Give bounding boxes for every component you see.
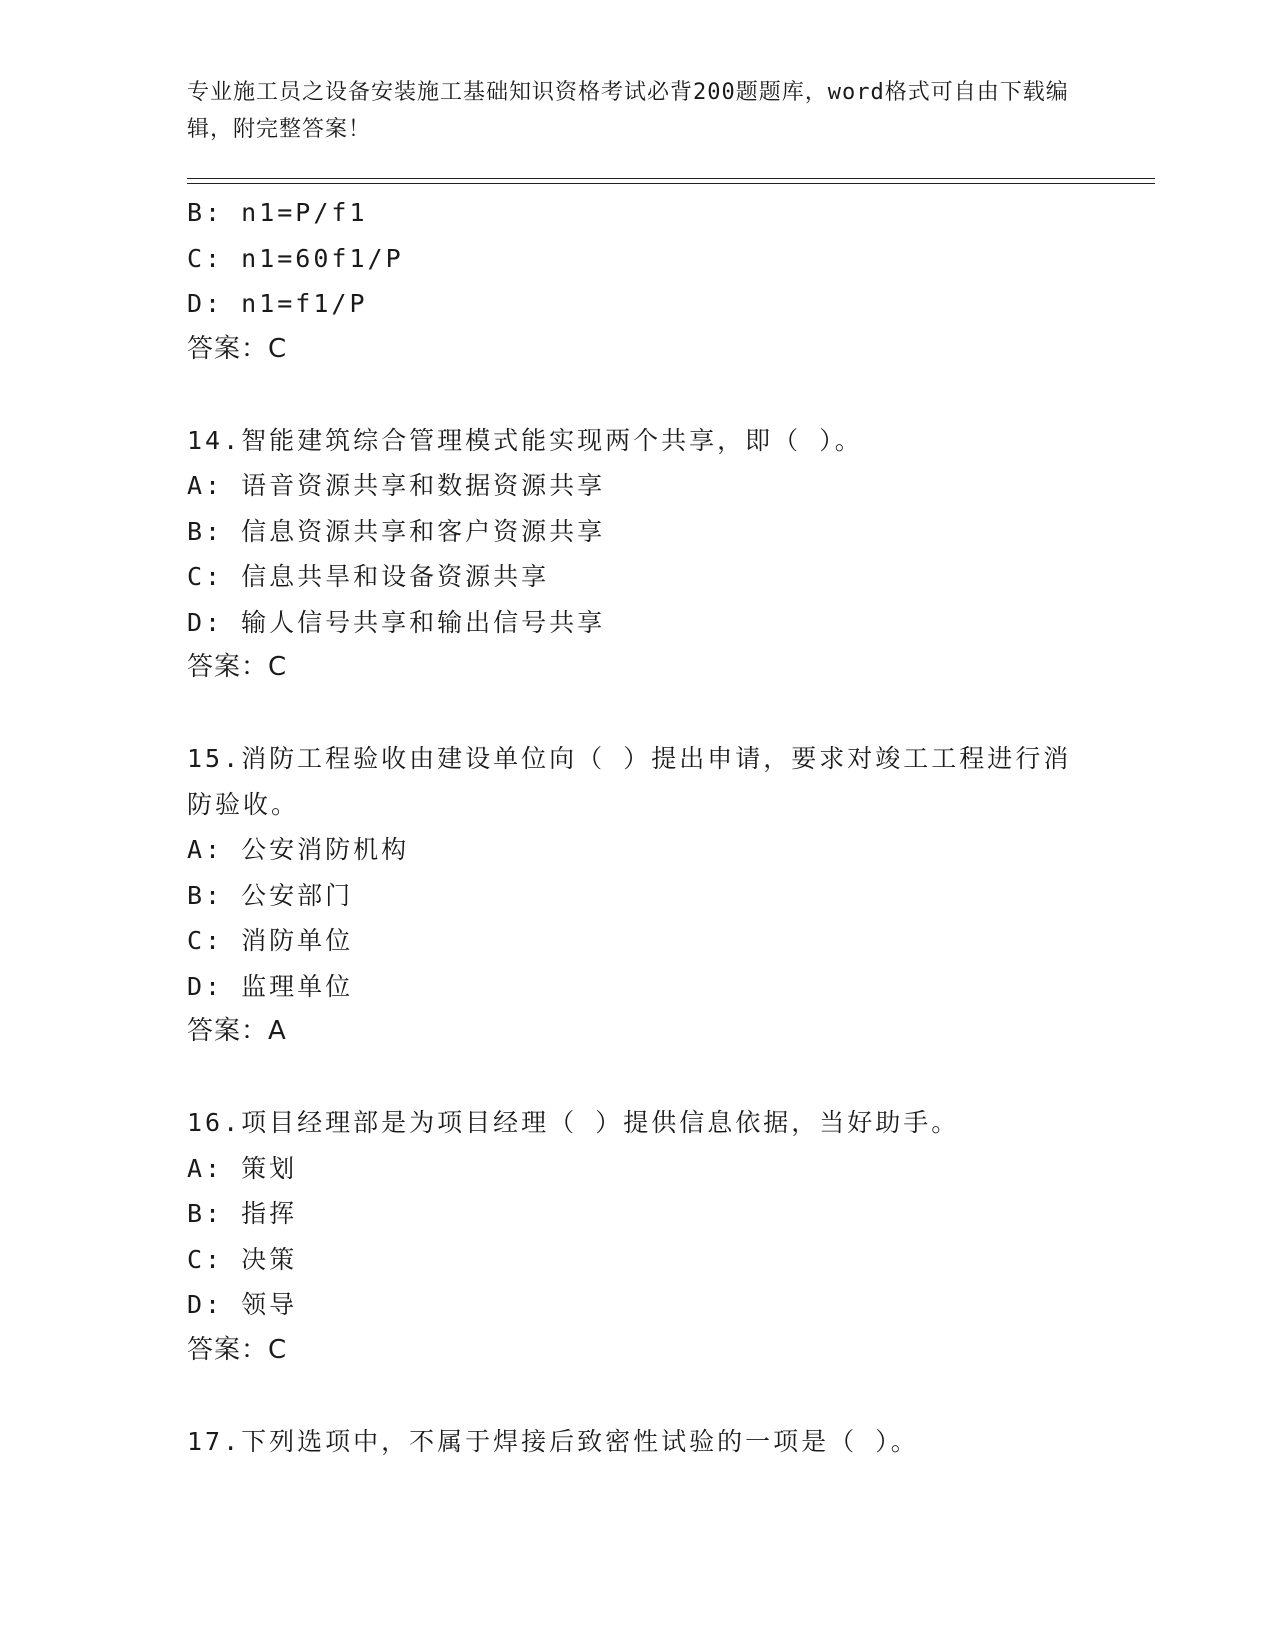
question-13-continuation — [187, 190, 1087, 372]
option-b: B: 指挥 — [187, 1199, 298, 1228]
question-17 — [187, 1419, 1087, 1465]
option-c: C: 决策 — [187, 1244, 298, 1274]
question-list — [187, 190, 1087, 1464]
header-rule-bottom — [187, 183, 1155, 184]
option-d: D: 监理单位 — [187, 971, 354, 1001]
spacer — [187, 372, 1087, 418]
answer-line: 答案：C — [187, 1334, 288, 1365]
spacer — [187, 691, 1087, 737]
question-stem: 17.下列选项中，不属于焊接后致密性试验的一项是（ ）。 — [187, 1426, 919, 1456]
option-c: C: 信息共旱和设备资源共享 — [187, 562, 550, 591]
option-a: A: 策划 — [187, 1153, 298, 1183]
question-stem: 15.消防工程验收由建设单位向（ ）提出申请，要求对竣工工程进行消防验收。 — [187, 744, 1072, 819]
question-16 — [187, 1100, 1087, 1373]
answer-line: 答案：C — [187, 333, 288, 364]
spacer — [187, 1055, 1087, 1101]
question-14 — [187, 418, 1087, 691]
question-15 — [187, 736, 1087, 1055]
option-b: B: 信息资源共享和客户资源共享 — [187, 516, 606, 546]
option-b: B: n1=P/f1 — [187, 198, 368, 227]
option-c: C: n1=60f1/P — [187, 243, 404, 273]
option-a: A: 语音资源共享和数据资源共享 — [187, 471, 606, 500]
option-d: D: n1=f1/P — [187, 289, 368, 318]
option-d: D: 输人信号共享和输出信号共享 — [187, 607, 606, 637]
option-a: A: 公安消防机构 — [187, 835, 410, 864]
option-b: B: 公安部门 — [187, 880, 354, 910]
option-d: D: 领导 — [187, 1290, 298, 1319]
answer-line: 答案：C — [187, 652, 288, 682]
option-c: C: 消防单位 — [187, 926, 354, 955]
question-stem: 14.智能建筑综合管理模式能实现两个共享，即（ ）。 — [187, 425, 863, 455]
spacer — [187, 1373, 1087, 1419]
answer-line: 答案：A — [187, 1016, 287, 1046]
header-rule-top — [187, 178, 1155, 179]
document-header: 专业施工员之设备安装施工基础知识资格考试必背200题题库，word格式可自由下载编辑，附完整答案！ — [187, 80, 1069, 142]
question-stem: 16.项目经理部是为项目经理（ ）提供信息依据，当好助手。 — [187, 1108, 960, 1137]
